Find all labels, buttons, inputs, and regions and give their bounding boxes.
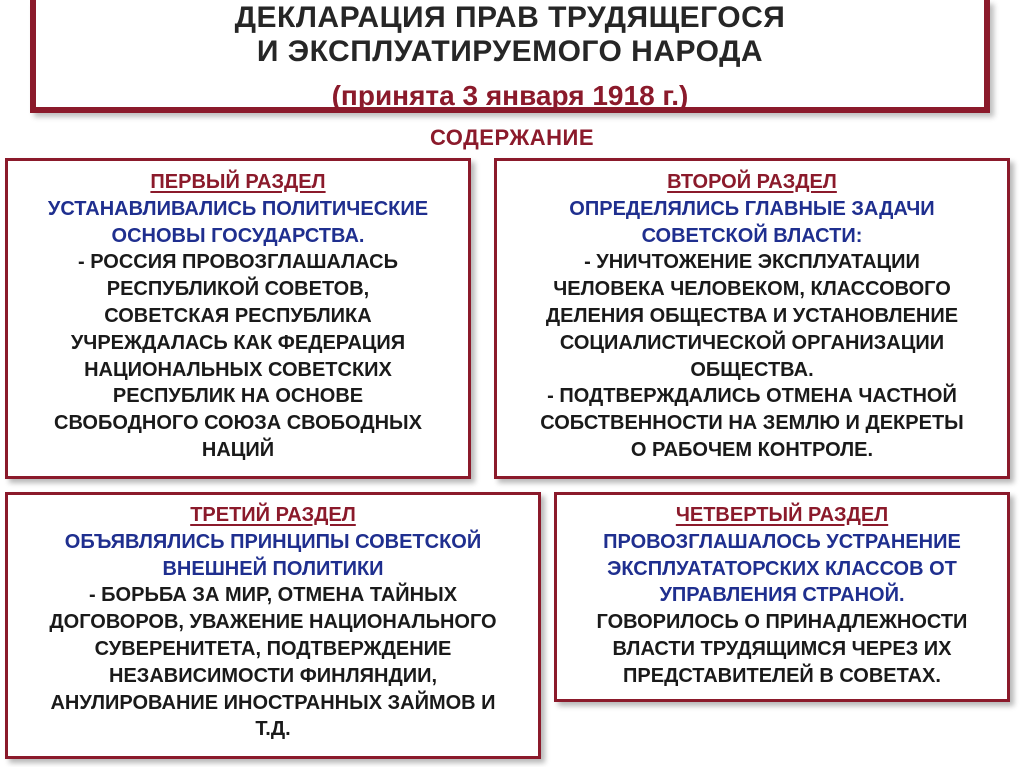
- section-box-second: [494, 158, 1010, 479]
- adoption-date: (принята 3 января 1918 г.): [331, 80, 689, 111]
- section-heading: ВТОРОЙ РАЗДЕЛ: [667, 171, 837, 193]
- section-box-third: [5, 492, 541, 759]
- section-details: - РОССИЯ ПРОВОЗГЛАШАЛАСЬ РЕСПУБЛИКОЙ СОВЕТОВ, СОВЕТСКАЯ РЕСПУБЛИКА УЧРЕЖДАЛАСЬ КАК ФЕДЕРАЦИЯ НАЦИОНАЛЬНЫХ СОВЕТСКИХ РЕСПУБЛИК НА ОСНОВЕ СВОБОДНОГО СОЮЗА СВОБОДНЫХ НАЦИЙ: [54, 251, 422, 461]
- content-label: СОДЕРЖАНИЕ: [429, 125, 595, 150]
- section-box-fourth: [554, 492, 1010, 702]
- title-frame: [30, 0, 990, 113]
- section-intro: ПРОВОЗГЛАШАЛОСЬ УСТРАНЕНИЕ ЭКСПЛУАТАТОРСКИХ КЛАССОВ ОТ УПРАВЛЕНИЯ СТРАНОЙ.: [603, 530, 961, 607]
- section-details: ГОВОРИЛОСЬ О ПРИНАДЛЕЖНОСТИ ВЛАСТИ ТРУДЯЩИМСЯ ЧЕРЕЗ ИХ ПРЕДСТАВИТЕЛЕЙ В СОВЕТАХ.: [596, 611, 968, 687]
- page-title-line-2: И ЭКСПЛУАТИРУЕМОГО НАРОДА: [256, 35, 764, 68]
- section-heading: ЧЕТВЕРТЫЙ РАЗДЕЛ: [675, 504, 889, 526]
- section-intro: ОБЪЯВЛЯЛИСЬ ПРИНЦИПЫ СОВЕТСКОЙ ВНЕШНЕЙ ПОЛИТИКИ: [64, 530, 482, 580]
- section-intro: УСТАНАВЛИВАЛИСЬ ПОЛИТИЧЕСКИЕ ОСНОВЫ ГОСУДАРСТВА.: [47, 197, 429, 247]
- section-box-first: [5, 158, 471, 479]
- section-heading: ПЕРВЫЙ РАЗДЕЛ: [150, 171, 326, 193]
- page-title-line-1: ДЕКЛАРАЦИЯ ПРАВ ТРУДЯЩЕГОСЯ: [234, 1, 786, 34]
- section-details: - БОРЬБА ЗА МИР, ОТМЕНА ТАЙНЫХ ДОГОВОРОВ, УВАЖЕНИЕ НАЦИОНАЛЬНОГО СУВЕРЕНИТЕТА, ПОДТВЕРЖДЕНИЕ НЕЗАВИСИМОСТИ ФИНЛЯНДИИ, АНУЛИРОВАНИЕ ИНОСТРАННЫХ ЗАЙМОВ И Т.Д.: [49, 584, 497, 741]
- section-intro: ОПРЕДЕЛЯЛИСЬ ГЛАВНЫЕ ЗАДАЧИ СОВЕТСКОЙ ВЛАСТИ:: [569, 197, 935, 247]
- section-details: - УНИЧТОЖЕНИЕ ЭКСПЛУАТАЦИИ ЧЕЛОВЕКА ЧЕЛОВЕКОМ, КЛАССОВОГО ДЕЛЕНИЯ ОБЩЕСТВА И УСТАНОВЛЕНИЕ СОЦИАЛИСТИЧЕСКОЙ ОРГАНИЗАЦИИ ОБЩЕСТВА. - ПОДТВЕРЖДАЛИСЬ ОТМЕНА ЧАСТНОЙ СОБСТВЕННОСТИ НА ЗЕМЛЮ И ДЕКРЕТЫ О РАБОЧЕМ КОНТРОЛЕ.: [540, 251, 964, 461]
- section-heading: ТРЕТИЙ РАЗДЕЛ: [190, 504, 356, 526]
